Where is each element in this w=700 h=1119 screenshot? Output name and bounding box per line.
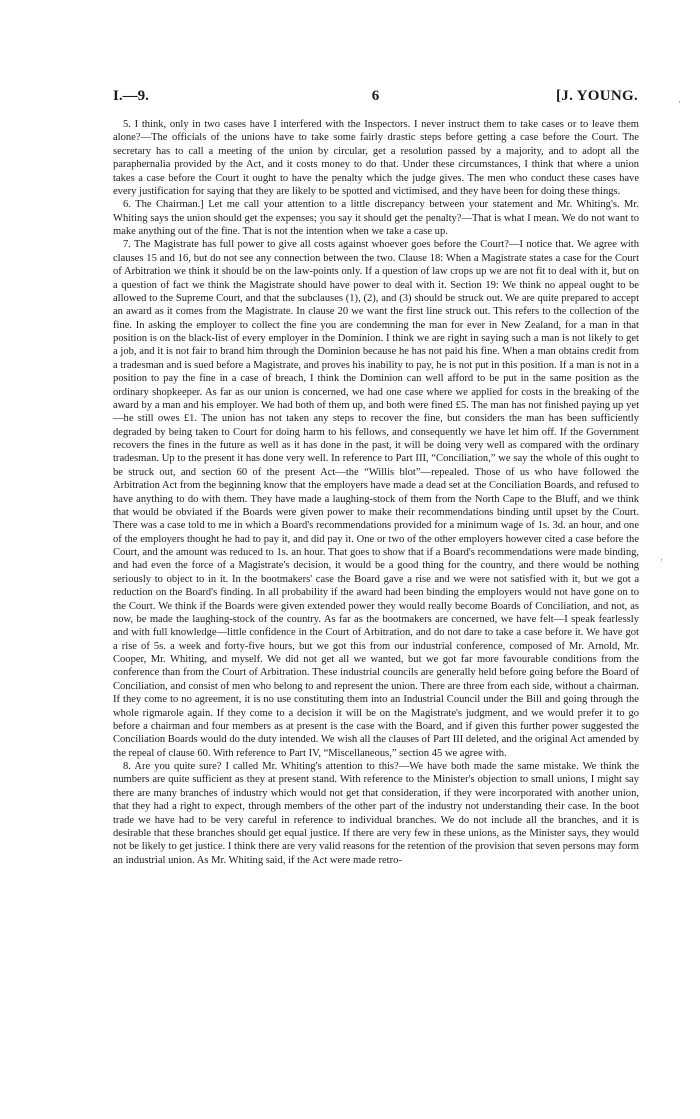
paragraph-7: 7. The Magistrate has full power to give all costs against whoever goes before the Court?—I notice that. We agree with clauses 15 and 16, but do not see any connection between the two. Clause 18: When a Magistrate states a case for the Court of Arbitration we think it should be on the law-points only. If a question of law crops up we are not fit to deal with it, but on a question of fact we think the Magistrate should have power to deal with it. Section 19: We think no appeal ought to be allowed to the Supreme Court, and that the subclauses (1), (2), and (3) should be struck out. We are quite prepared to accept an award as it comes from the Magistrate. In clause 20 we want the first line struck out. This refers to the collection of the fine. In asking the employer to collect the fine you are condemning the man for ever in New Zealand, for a man in that position is on the black-list of every employer in the Dominion. I think we are right in saying such a man is not likely to get a job, and it is not fair to brand him through the Dominion because he has not paid his fine. When a man obtains credit from a tradesman and is sued before a Magistrate, and proves his inability to pay, he is not put in this position. If a man is not in a position to pay the fine in a case of breach, I think the Dominion can well afford to be put in the same position as the ordinary shopkeeper. As far as our union is concerned, we had one case where we applied for costs in the breaking of the award by a man and his employer. We had both of them up, and both were fined £5. The man has not finished paying up yet—he still owes £1. The union has not taken any steps to recover the fine, but considers the man has been sufficiently degraded by being taken to Court for doing harm to his fellows, and consequently we have let him off. If the Government recovers the fines in the future as well as it has done in the past, it will be doing very well as compared with the ordinary tradesman. Up to the present it has done very well. In reference to Part III, “Conciliation,” we say the whole of this ought to be struck out, and section 60 of the present Act—the “Willis blot”—repealed. Those of us who have followed the Arbitration Act from the beginning know that the employers have made a dead set at the Conciliation Boards, and refused to have anything to do with them. They have made a laughing-stock of them from the North Cape to the Bluff, and we think that would be obviated if the Boards were given power to make their recommendations binding until upset by the Court. There was a case told to me in which a Board's recommendations provided for a minimum wage of 1s. 3d. an hour, and one of the employers thought he had to pay it, and did pay it. One or two of the other employers however cited a case before the Court, and the amount was reduced to 1s. an hour. That goes to show that if a Board's recommendations were made binding, and had even the force of a Magistrate's decision, it would be a good thing for the country, and there would be nothing seriously to object to in it. In the bootmakers' case the Board gave a rise and we were not satisfied with it, but we got a reduction on the Board's finding. In all probability if the award had been binding the employers would not have gone on to the Court. We think if the Boards were given extended power they would really become Boards of Conciliation, and not, as now, be made the laughing-stock of the country. As far as the bootmakers are concerned, we have felt—I speak fearlessly and with full knowledge—little confidence in the Court of Arbitration, and do not dare to take a case before it. We have got a rise of 5s. a week and forty-five hours, but we got this from our industrial conference, composed of Mr. Arnold, Mr. Cooper, Mr. Whiting, and myself. We did not get all we wanted, but we got far more favourable conditions from the conference than from the Court of Arbitration. These industrial councils are generally held before going before the Board of Conciliation, and consist of men who belong to and represent the union. There are three from each side, without a chairman. If they come to no agreement, it is no use constituting them into an Industrial Council under the Bill and going through the whole rigmarole again. If they come to a decision it will be on the Magistrate's judgment, and we would prefer it to go before a chairman and four members as at present is the case with the Board, and if given this further power suggested the Conciliation Boards would do the duty intended. We wish all the clauses of Part III deleted, and the original Act amended by the repeal of clause 60. With reference to Part IV, “Miscellaneous,” section 45 we agree with. bbox=[113, 239, 639, 759]
paragraph-8: 8. Are you quite sure? I called Mr. Whiting's attention to this?—We have both made the same mistake. We think the numbers are quite sufficient as they at present stand. With reference to the Minister's objection to small unions, I might say there are many branches of industry which would not get that consideration, if they were incorporated with another union, that they had a right to expect, through members of the other part of the industry not understanding their case. In the boot trade we have had to be very careful in reference to individual branches. We do not include all the branches, and it is desirable that these branches should get equal justice. If there are very few in these unions, as the Minister says, they would not be likely to get justice. I think there are very valid reasons for the retention of the provision that seven persons may form an industrial union. As Mr. Whiting said, if the Act were made retro- bbox=[113, 761, 639, 866]
witness-name: [J. YOUNG. bbox=[555, 88, 638, 104]
page-body bbox=[113, 118, 639, 867]
page-reference: I.—9. bbox=[113, 88, 149, 104]
margin-speck: · bbox=[678, 97, 681, 107]
margin-speck: · bbox=[660, 555, 663, 565]
page-header bbox=[113, 88, 638, 110]
paragraph-5: 5. I think, only in two cases have I interfered with the Inspectors. I never instruct them to take cases or to leave them alone?—The officials of the unions have to take some fairly drastic steps before getting a case before the Court. The secretary has to call a meeting of the union by circular, get a resolution passed by a majority, and to adopt all the paraphernalia provided by the Act, and it costs money to do that. Under these circumstances, I think that where a union takes a case before the Court it ought to have the penalty which the judge gives. The men who conduct these cases have every justification for saying that they are likely to be spotted and victimised, and they have been for doing these things. bbox=[113, 119, 639, 197]
paragraph-6: 6. The Chairman.] Let me call your attention to a little discrepancy between your statement and Mr. Whiting's. Mr. Whiting says the union should get the expenses; you say it should get the penalty?—That is what I mean. We do not want to make anything out of the fine. That is not the intention when we take a case up. bbox=[113, 199, 639, 237]
page-number: 6 bbox=[371, 88, 380, 104]
